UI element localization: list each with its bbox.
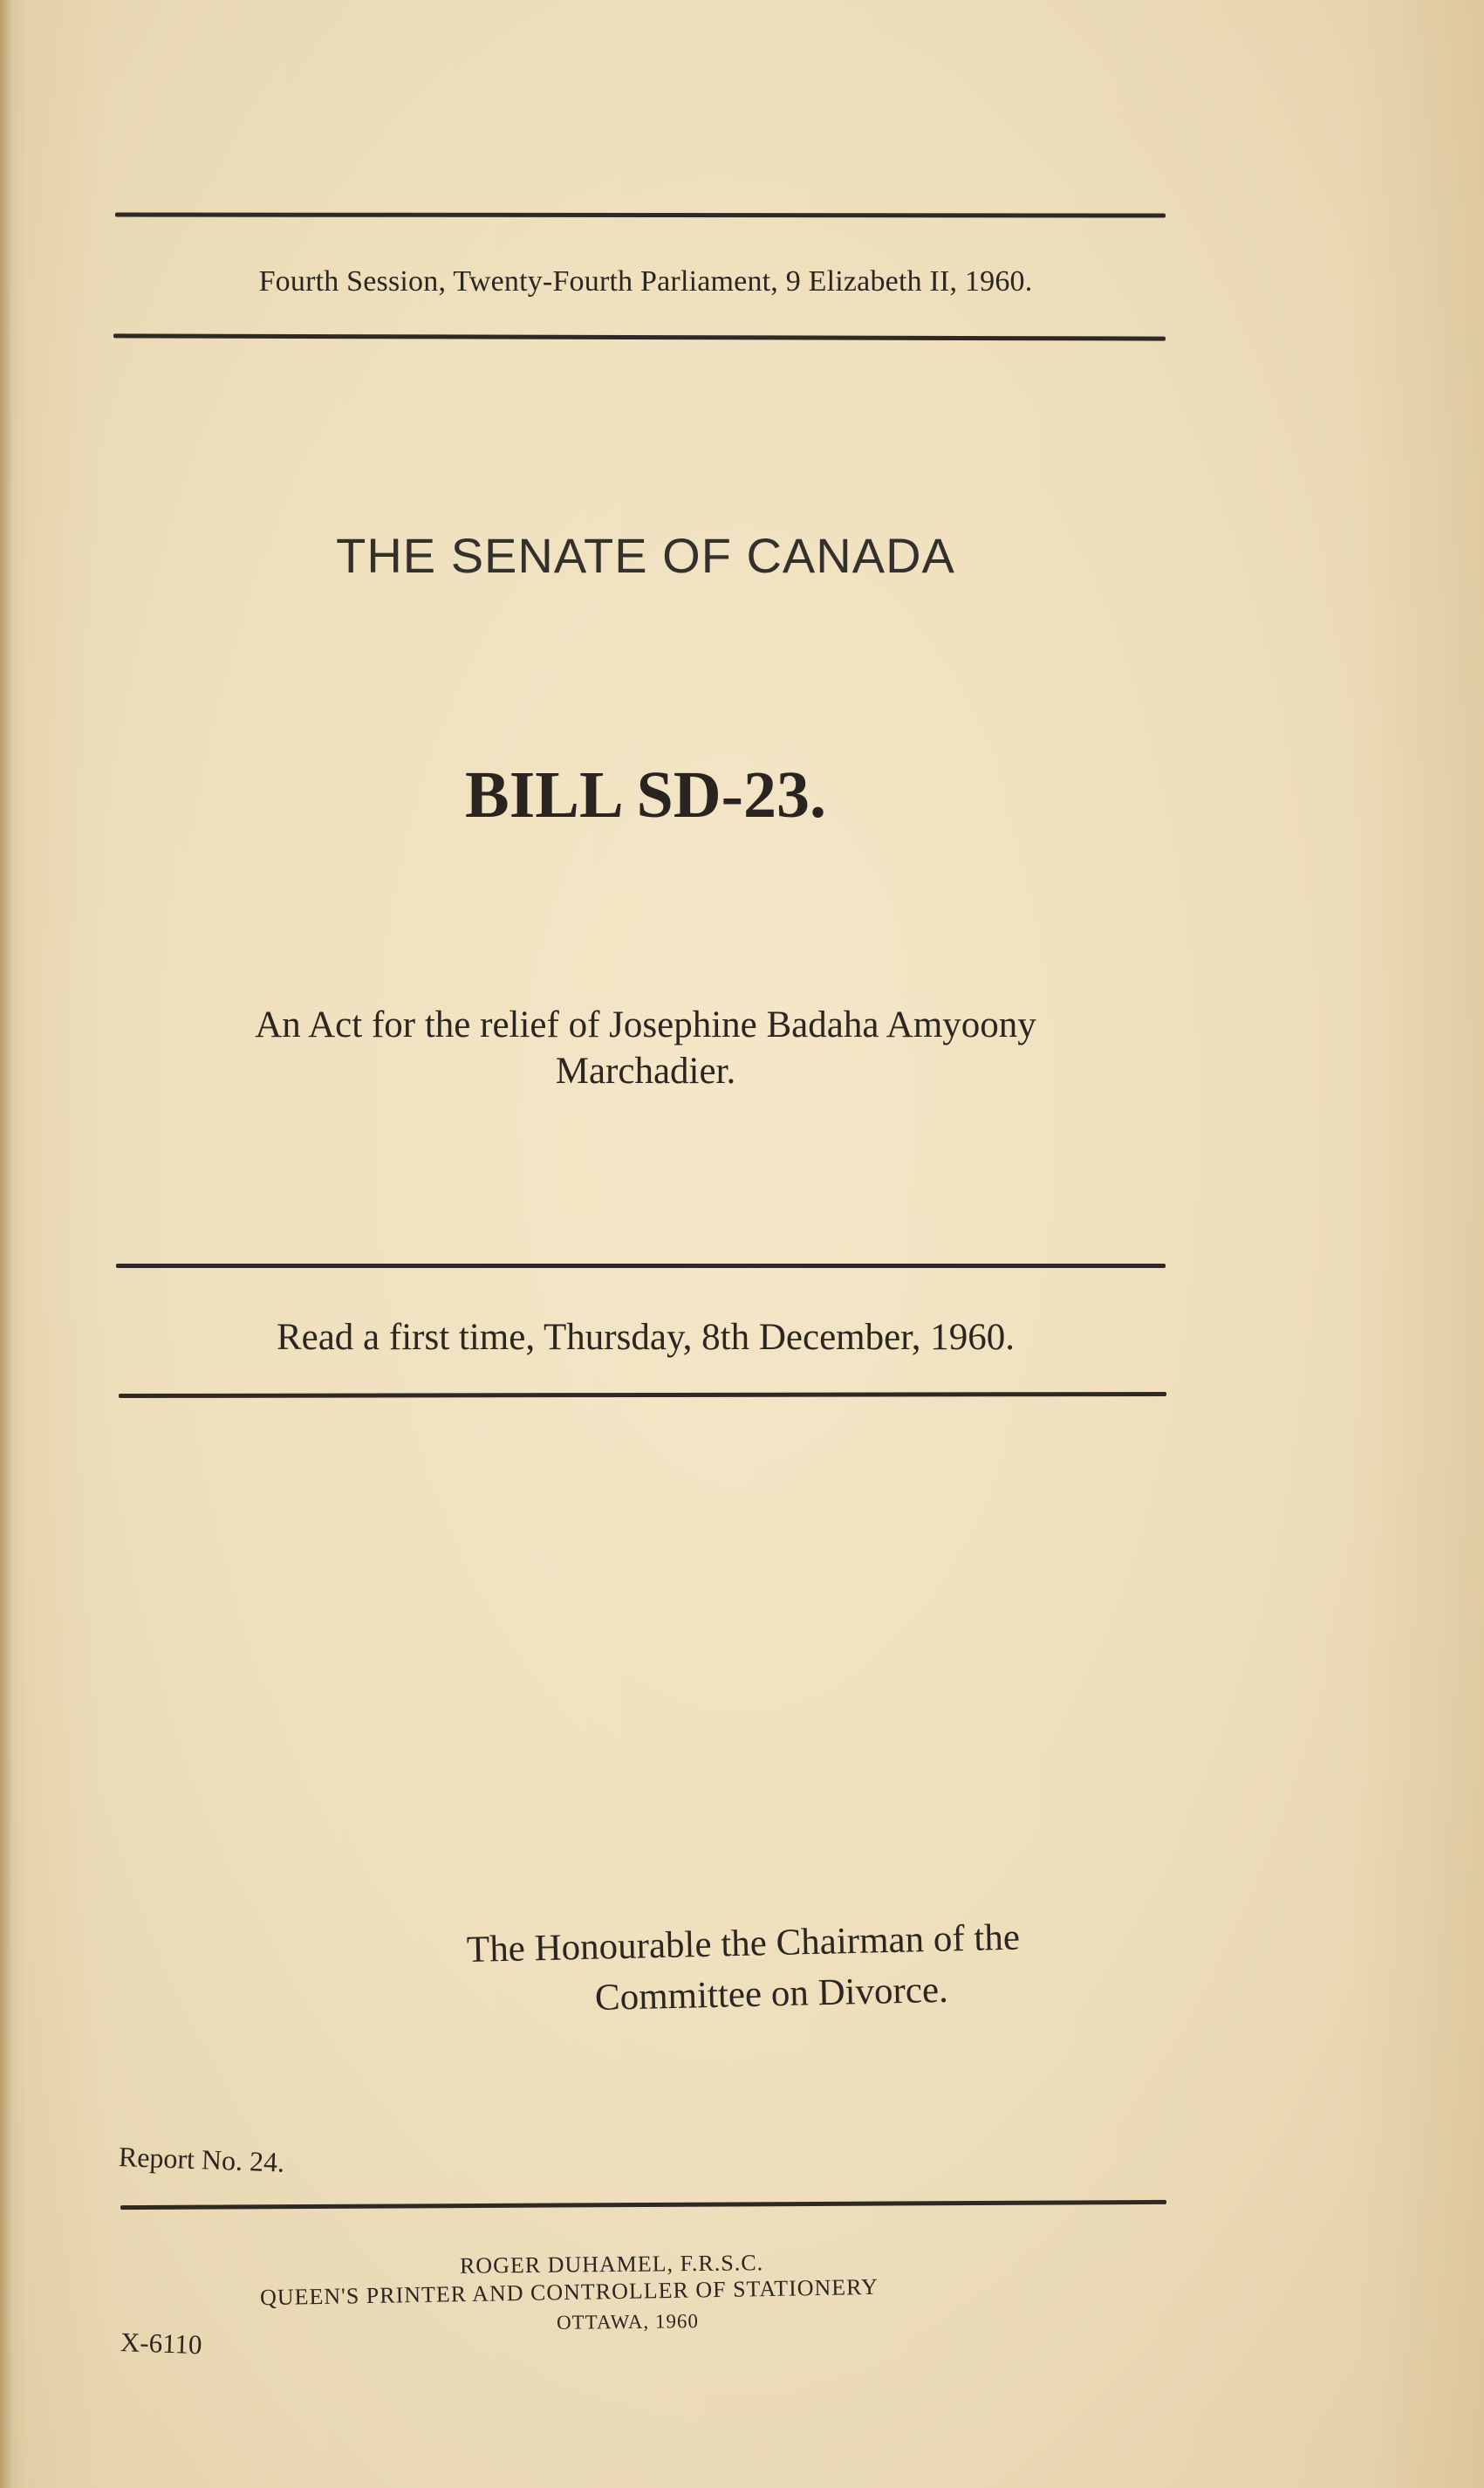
session-line: Fourth Session, Twenty-Fourth Parliament, 9 Elizabeth II, 1960. bbox=[258, 265, 1033, 298]
binding-edge bbox=[0, 0, 12, 2488]
printer-name: ROGER DUHAMEL, F.R.S.C. bbox=[459, 2250, 764, 2279]
sponsor-line-2: Committee on Divorce. bbox=[594, 1969, 949, 2019]
bill-title-line-2: Marchadier. bbox=[555, 1051, 736, 1092]
session-bottom-rule bbox=[113, 333, 1166, 340]
reading-top-rule bbox=[116, 1264, 1166, 1268]
printer-place: OTTAWA, 1960 bbox=[556, 2310, 700, 2334]
chamber-title: THE SENATE OF CANADA bbox=[336, 528, 955, 583]
bill-title-line-1: An Act for the relief of Josephine Badaha Amyoony bbox=[255, 1004, 1036, 1045]
form-number: X-6110 bbox=[120, 2327, 203, 2361]
report-number: Report No. 24. bbox=[118, 2141, 285, 2178]
top-rule bbox=[115, 212, 1166, 217]
printer-title: QUEEN'S PRINTER AND CONTROLLER OF STATIONERY bbox=[259, 2273, 879, 2311]
reading-bottom-rule bbox=[119, 1392, 1166, 1398]
first-reading-line: Read a first time, Thursday, 8th December, 1960. bbox=[276, 1317, 1016, 1358]
bill-number: BILL SD-23. bbox=[465, 758, 826, 832]
sponsor-line-1: The Honourable the Chairman of the bbox=[466, 1916, 1021, 1971]
footer-rule bbox=[120, 2200, 1166, 2210]
